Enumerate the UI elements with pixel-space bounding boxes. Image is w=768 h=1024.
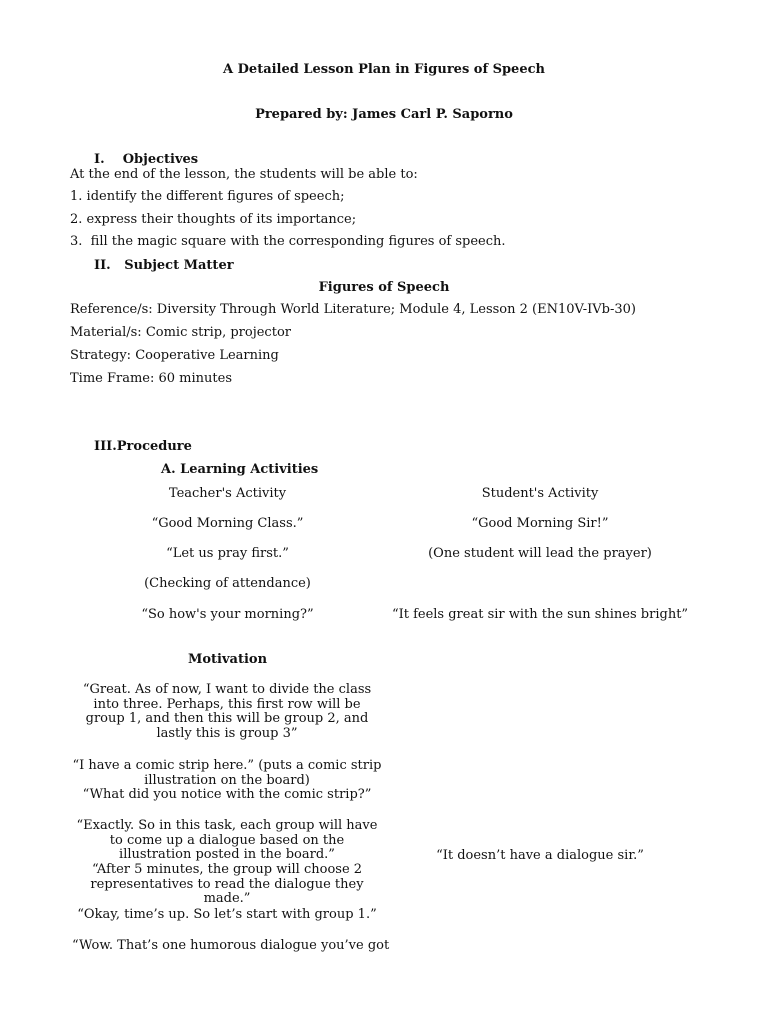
objective-item: 3. fill the magic square with the corresponding figures of speech. xyxy=(70,234,506,249)
reference-line: Reference/s: Diversity Through World Literature; Module 4, Lesson 2 (EN10V-IVb-30) xyxy=(70,302,636,317)
learning-activities-heading: A. Learning Activities xyxy=(161,462,319,477)
teacher-line: “Let us pray first.” xyxy=(166,546,289,561)
objective-item: 1. identify the different figures of speech; xyxy=(70,189,345,204)
subject-matter-heading: II. Subject Matter xyxy=(94,258,234,273)
materials-line: Material/s: Comic strip, projector xyxy=(70,325,291,340)
teacher-line: “So how's your morning?” xyxy=(141,607,314,622)
prepared-by: Prepared by: James Carl P. Saporno xyxy=(255,107,513,122)
student-line: (One student will lead the prayer) xyxy=(428,546,652,561)
strategy-line: Strategy: Cooperative Learning xyxy=(70,348,279,363)
objectives-heading: I. Objectives xyxy=(94,152,199,167)
teacher-line: (Checking of attendance) xyxy=(144,576,311,591)
student-activity-header: Student's Activity xyxy=(481,486,599,501)
objectives-intro: At the end of the lesson, the students will be able to: xyxy=(70,167,418,182)
teacher-paragraph: “Okay, time’s up. So let’s start with group 1.” xyxy=(77,907,377,922)
teacher-paragraph: “Wow. That’s one humorous dialogue you’ve got xyxy=(72,938,390,953)
teacher-line: “Good Morning Class.” xyxy=(151,516,304,531)
teacher-paragraph: “Great. As of now, I want to divide the class into three. Perhaps, this first row will be group 1, and then this will be group 2, and lastly this is group 3” xyxy=(82,682,372,741)
subject-topic: Figures of Speech xyxy=(318,280,450,295)
teacher-paragraph: “Exactly. So in this task, each group will have to come up a dialogue based on the illustration posted in the board.” xyxy=(76,818,378,862)
student-line: “It feels great sir with the sun shines bright” xyxy=(391,607,689,622)
student-line: “It doesn’t have a dialogue sir.” xyxy=(436,848,644,863)
motivation-heading: Motivation xyxy=(187,652,268,667)
document-title: A Detailed Lesson Plan in Figures of Speech xyxy=(223,62,545,77)
objective-item: 2. express their thoughts of its importance; xyxy=(70,212,357,227)
teacher-paragraph: “I have a comic strip here.” (puts a comic strip illustration on the board) xyxy=(72,758,382,788)
teacher-paragraph: “After 5 minutes, the group will choose 2 representatives to read the dialogue they made.” xyxy=(90,862,364,906)
teacher-activity-header: Teacher's Activity xyxy=(168,486,287,501)
teacher-paragraph: “What did you notice with the comic strip?” xyxy=(82,787,372,802)
time-frame-line: Time Frame: 60 minutes xyxy=(70,371,232,386)
procedure-heading: III.Procedure xyxy=(94,439,192,454)
student-line: “Good Morning Sir!” xyxy=(471,516,609,531)
